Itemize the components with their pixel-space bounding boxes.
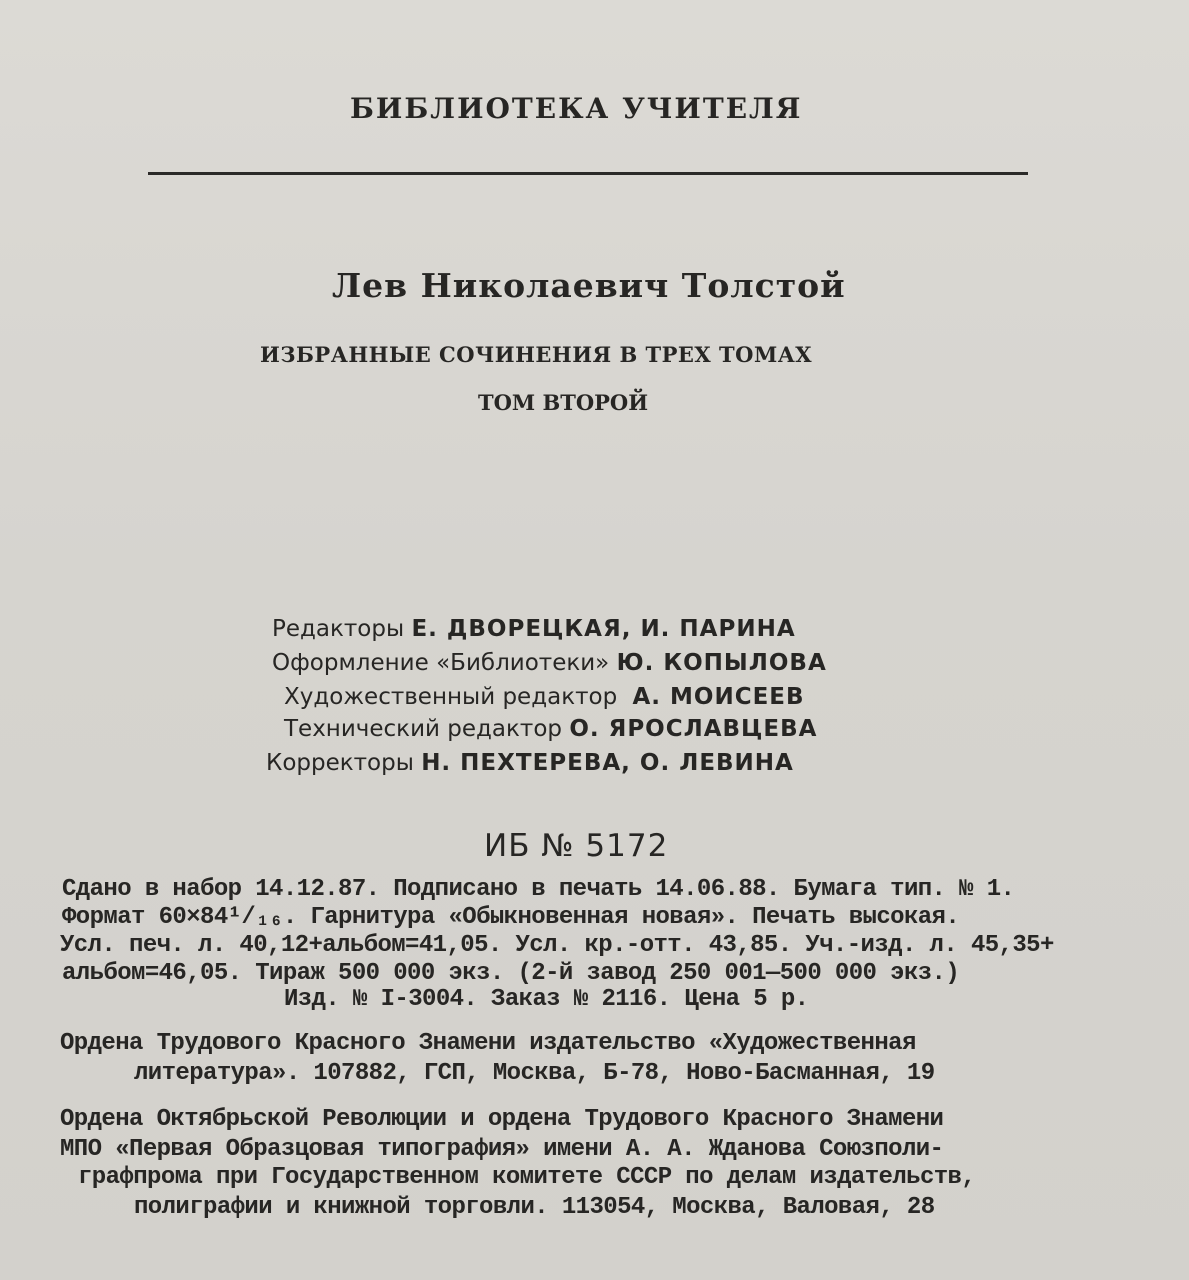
publisher-line: литература». 107882, ГСП, Москва, Б-78, Ново-Басманная, 19 xyxy=(134,1060,935,1087)
collection-title: ИЗБРАННЫЕ СОЧИНЕНИЯ В ТРЕХ ТОМАХ xyxy=(260,342,813,367)
printer-line: полиграфии и книжной торговли. 113054, Москва, Валовая, 28 xyxy=(134,1194,935,1221)
printer-line: МПО «Первая Образцовая типография» имени А. А. Жданова Союзполи- xyxy=(60,1136,944,1163)
credit-tech-editor xyxy=(284,716,817,742)
credit-name: Е. ДВОРЕЦКАЯ, И. ПАРИНА xyxy=(411,616,796,642)
credit-role: Художественный редактор xyxy=(284,684,618,710)
print-detail-line: альбом=46,05. Тираж 500 000 экз. (2-й завод 250 001—500 000 экз.) xyxy=(62,960,960,987)
print-detail-line: Формат 60×84¹/₁₆. Гарнитура «Обыкновенная новая». Печать высокая. xyxy=(62,904,960,931)
credit-proofreaders xyxy=(266,750,794,776)
volume-title: ТОМ ВТОРОЙ xyxy=(478,390,649,415)
print-detail-line: Изд. № I-3004. Заказ № 2116. Цена 5 р. xyxy=(284,986,809,1013)
credit-role: Оформление «Библиотеки» xyxy=(272,650,610,676)
credit-role: Редакторы xyxy=(272,616,405,642)
credit-design xyxy=(272,650,827,676)
print-detail-line: Сдано в набор 14.12.87. Подписано в печать 14.06.88. Бумага тип. № 1. xyxy=(62,876,1015,903)
printer-line: графпрома при Государственном комитете СССР по делам издательств, xyxy=(78,1164,976,1191)
title-rule xyxy=(148,172,1028,175)
credit-name: Ю. КОПЫЛОВА xyxy=(616,650,827,676)
publisher-line: Ордена Трудового Красного Знамени издательство «Художественная xyxy=(60,1030,916,1057)
author-name: Лев Николаевич Толстой xyxy=(332,266,846,305)
credit-name: Н. ПЕХТЕРЕВА, О. ЛЕВИНА xyxy=(421,750,794,776)
credit-art-editor xyxy=(284,684,805,710)
ib-number: ИБ № 5172 xyxy=(484,828,669,864)
credit-name: О. ЯРОСЛАВЦЕВА xyxy=(569,716,818,742)
print-detail-line: Усл. печ. л. 40,12+альбом=41,05. Усл. кр.-отт. 43,85. Уч.-изд. л. 45,35+ xyxy=(60,932,1054,959)
credit-role: Корректоры xyxy=(266,750,414,776)
credit-name: А. МОИСЕЕВ xyxy=(632,684,805,710)
printer-line: Ордена Октябрьской Революции и ордена Трудового Красного Знамени xyxy=(60,1106,944,1133)
series-title: БИБЛИОТЕКА УЧИТЕЛЯ xyxy=(350,92,803,125)
credit-role: Технический редактор xyxy=(284,716,562,742)
credit-editors xyxy=(272,616,796,642)
